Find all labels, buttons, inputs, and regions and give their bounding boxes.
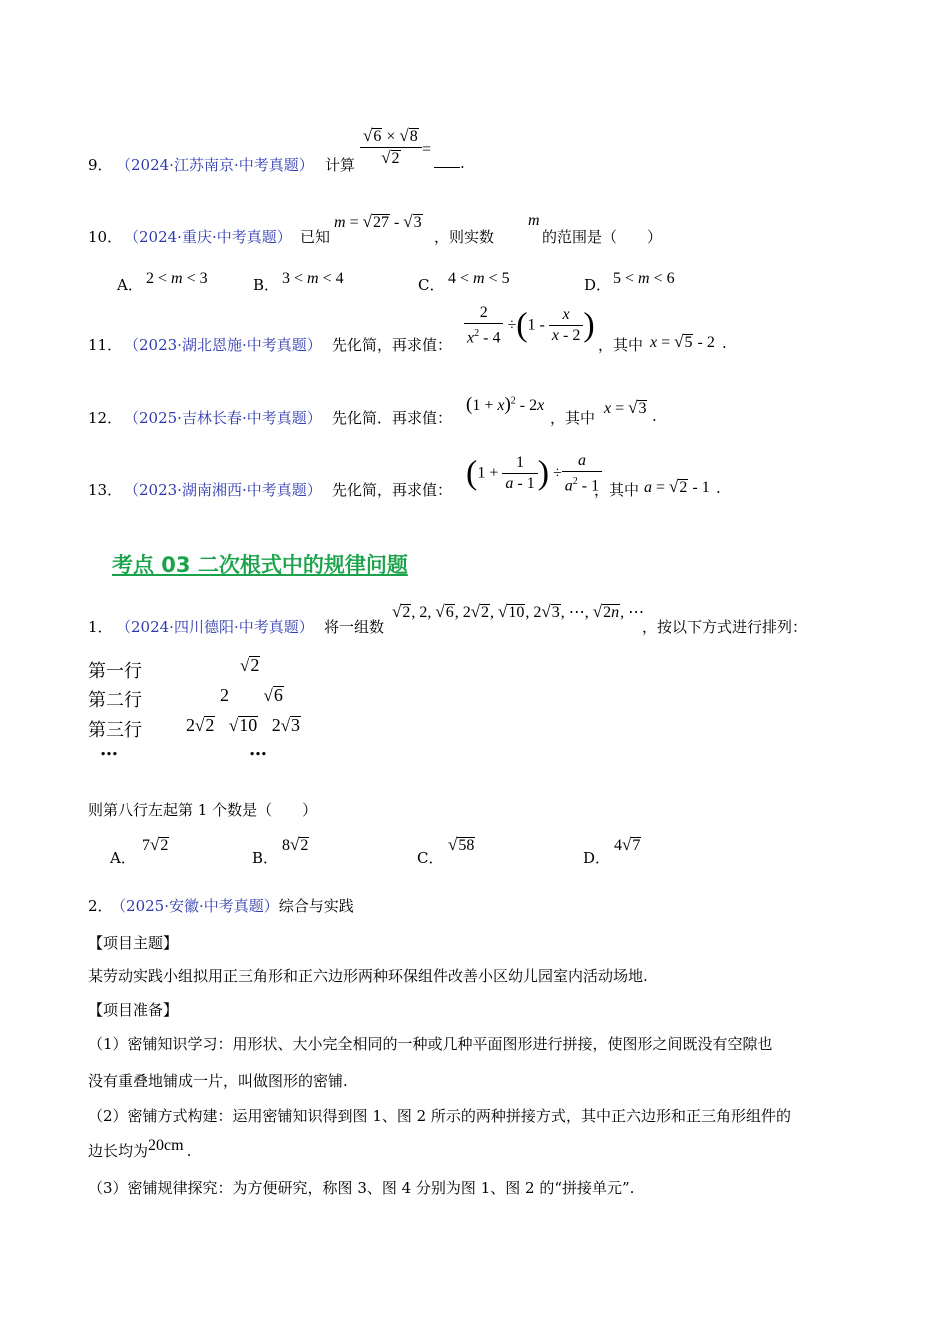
- q10-option-b[interactable]: 3 < m < 4: [282, 270, 344, 287]
- p2-prep1-line1: （1）密铺知识学习：用形状、大小完全相同的一种或几种平面图形进行拼接，使图形之间既没有空隙也: [88, 1035, 773, 1053]
- q10-option-c-label[interactable]: C．: [418, 276, 445, 294]
- q10-option-a-label[interactable]: A．: [117, 276, 143, 294]
- q12-x-value: x = √3: [604, 398, 647, 417]
- q10-option-d[interactable]: 5 < m < 6: [613, 270, 675, 287]
- p1-option-d-label[interactable]: D．: [583, 849, 611, 867]
- p2-prep2-tail: .: [186, 1142, 192, 1160]
- p1-option-c[interactable]: √58: [448, 835, 475, 854]
- q9-fraction: $\frac{√6 \times √8}{√2}$: [360, 127, 422, 168]
- q10-text1: 已知: [300, 228, 331, 246]
- p1-option-b-label[interactable]: B．: [252, 849, 279, 867]
- p1-text1: 将一组数: [324, 618, 385, 636]
- p2-prep2-line2: [88, 1137, 192, 1161]
- q12-expression: $(1 + x)^2 - 2x$: [466, 394, 545, 415]
- q10-text2: ，则实数: [434, 228, 495, 246]
- q13-number: 13．: [88, 481, 123, 499]
- p2-header: [88, 895, 354, 916]
- q10-option-c[interactable]: 4 < m < 5: [448, 270, 510, 287]
- q11-number: 11．: [88, 336, 123, 354]
- p1-rows: [88, 655, 388, 765]
- p2-prep3: （3）密铺规律探究：为方便研究，称图 3、图 4 分别为图 1、图 2 的“拼接单元”.: [88, 1179, 635, 1197]
- p2-number: 2．: [88, 897, 113, 915]
- q9-equals: =: [422, 141, 432, 158]
- q10-option-d-label[interactable]: D．: [584, 276, 612, 294]
- p1-question: 则第八行左起第 1 个数是（ ）: [88, 801, 318, 819]
- p2-prep2-line1: （2）密铺方式构建：运用密铺知识得到图 1、图 2 所示的两种拼接方式，其中正六边形和正三角形组件的: [88, 1107, 791, 1125]
- q11-x-value: x = √5 - 2: [650, 332, 715, 351]
- q10-option-b-label[interactable]: B．: [253, 276, 280, 294]
- p1-option-a[interactable]: 7√2: [142, 835, 169, 854]
- p2-prep-heading: 【项目准备】: [88, 1001, 179, 1019]
- q11-text2: ，其中: [598, 336, 644, 354]
- p2-prep1-line2: 没有重叠地铺成一片，叫做图形的密铺.: [88, 1072, 348, 1090]
- q9-text: 计算: [325, 156, 356, 174]
- p1-sequence: √2, 2, √6, 2√2, √10, 2√3, ⋯, √2n, ⋯: [392, 602, 645, 621]
- q9-tail: .: [460, 154, 465, 172]
- q12-source: （2025·吉林长春·中考真题）: [124, 409, 322, 427]
- p1-option-c-label[interactable]: C．: [417, 849, 444, 867]
- p2-source: （2025·安徽·中考真题）: [118, 897, 279, 915]
- p2-theme-heading: 【项目主题】: [88, 934, 179, 952]
- q13-text1: 先化简，再求值：: [332, 481, 453, 499]
- p1-row2-values: 2 √6: [220, 685, 283, 705]
- q12-text2: ，其中: [550, 409, 596, 427]
- q9-number: 9．: [88, 156, 113, 174]
- q13-source: （2023·湖南湘西·中考真题）: [124, 481, 322, 499]
- section-heading: 考点 03 二次根式中的规律问题: [112, 553, 408, 577]
- q10-option-a[interactable]: 2 < m < 3: [146, 270, 208, 287]
- q10-text3: 的范围是（ ）: [542, 228, 663, 246]
- p1-ellipsis-left: …: [100, 739, 118, 760]
- q10-expression: m = √27 - √3: [334, 212, 422, 231]
- p1-text2: ，按以下方式进行排列：: [642, 618, 808, 636]
- p1-row3-label: 第三行: [88, 720, 142, 741]
- q11-source: （2023·湖北恩施·中考真题）: [124, 336, 322, 354]
- p1-option-b[interactable]: 8√2: [282, 835, 309, 854]
- p1-row1-label: 第一行: [88, 661, 142, 682]
- q11-expression: $\frac{2}{x^2 - 4}$ ÷(1 - $\frac{x}{x - 2}$ ): [464, 304, 595, 347]
- p1-row3-values: 2√2 √10 2√3: [186, 715, 301, 735]
- p1-ellipsis-right: …: [249, 739, 267, 760]
- q13-a-value: a = √2 - 1: [644, 477, 710, 496]
- q13-text2: ，其中: [594, 481, 640, 499]
- q13-tail: .: [716, 479, 721, 497]
- p2-length: 20cm: [148, 1137, 184, 1154]
- q12-text1: 先化简．再求值：: [332, 409, 453, 427]
- p1-option-d[interactable]: 4√7: [614, 835, 641, 854]
- q10-number: 10．: [88, 228, 123, 246]
- p1-source: （2024·四川德阳·中考真题）: [116, 618, 314, 636]
- q12-tail: .: [652, 407, 657, 425]
- q12-number: 12．: [88, 409, 123, 427]
- q10-variable: m: [528, 212, 540, 229]
- p1-number: 1．: [88, 618, 113, 636]
- q11-tail: .: [722, 334, 727, 352]
- p1-option-a-label[interactable]: A．: [110, 849, 136, 867]
- q11-text1: 先化简，再求值：: [332, 336, 453, 354]
- p2-prep2-text: 边长均为: [88, 1142, 149, 1160]
- p2-theme-text: 某劳动实践小组拟用正三角形和正六边形两种环保组件改善小区幼儿园室内活动场地.: [88, 967, 648, 985]
- p1-row1-values: √2: [240, 655, 260, 675]
- p2-title: 综合与实践: [278, 897, 354, 915]
- q9-answer-blank[interactable]: [434, 154, 465, 172]
- q10-source: （2024·重庆·中考真题）: [124, 228, 292, 246]
- q9-source: （2024·江苏南京·中考真题）: [116, 156, 314, 174]
- p1-row2-label: 第二行: [88, 690, 142, 711]
- q13-expression: (1 + $\frac{1}{a - 1}$ ) ÷ $\frac{a}{a^2 - 1}$: [466, 452, 602, 495]
